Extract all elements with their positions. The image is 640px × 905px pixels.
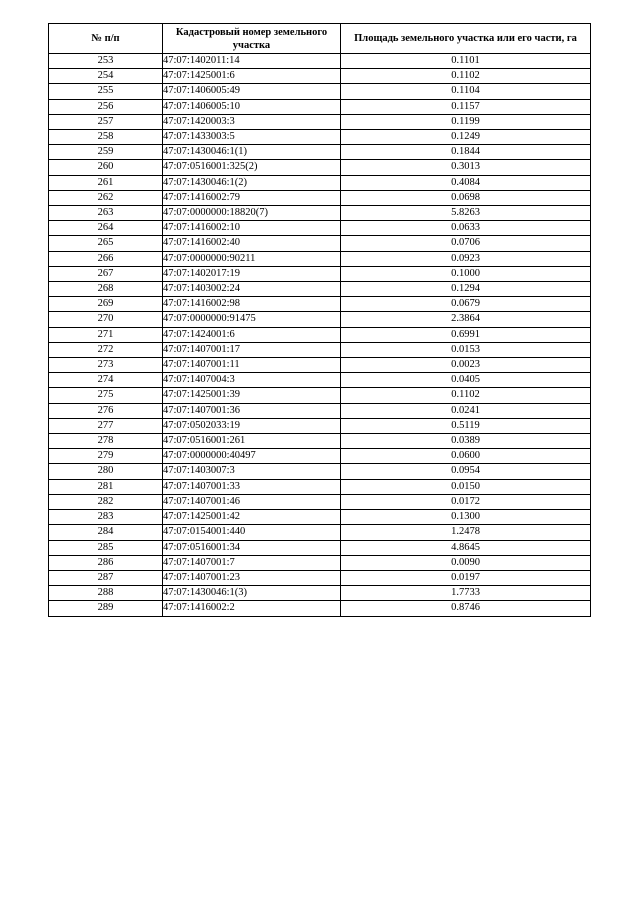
row-number: 283 (49, 510, 163, 525)
parcel-area: 0.1844 (341, 145, 591, 160)
row-number: 265 (49, 236, 163, 251)
parcel-area: 0.1249 (341, 130, 591, 145)
row-number: 280 (49, 464, 163, 479)
cadastral-number: 47:07:1406005:49 (163, 84, 341, 99)
table-row (49, 99, 591, 114)
parcel-area: 0.1199 (341, 114, 591, 129)
row-number: 269 (49, 297, 163, 312)
cadastral-number: 47:07:1407001:46 (163, 494, 341, 509)
cadastral-number: 47:07:0000000:18820(7) (163, 206, 341, 221)
cadastral-number: 47:07:1420003:3 (163, 114, 341, 129)
cadastral-number: 47:07:1416002:10 (163, 221, 341, 236)
parcel-area: 0.1104 (341, 84, 591, 99)
cadastral-number: 47:07:1425001:39 (163, 388, 341, 403)
row-number: 263 (49, 206, 163, 221)
cadastral-number: 47:07:1430046:1(1) (163, 145, 341, 160)
cadastral-number: 47:07:1416002:98 (163, 297, 341, 312)
row-number: 281 (49, 479, 163, 494)
cadastral-number: 47:07:1433003:5 (163, 130, 341, 145)
parcel-area: 0.1000 (341, 266, 591, 281)
parcel-area: 0.0600 (341, 449, 591, 464)
parcel-area: 0.1101 (341, 54, 591, 69)
row-number: 267 (49, 266, 163, 281)
row-number: 277 (49, 418, 163, 433)
table-row (49, 464, 591, 479)
row-number: 261 (49, 175, 163, 190)
table-row (49, 327, 591, 342)
parcel-area: 5.8263 (341, 206, 591, 221)
table-row (49, 479, 591, 494)
row-number: 272 (49, 342, 163, 357)
parcel-area: 0.0679 (341, 297, 591, 312)
parcel-area: 0.0954 (341, 464, 591, 479)
cadastral-number: 47:07:1407004:3 (163, 373, 341, 388)
table-row (49, 206, 591, 221)
row-number: 260 (49, 160, 163, 175)
row-number: 256 (49, 99, 163, 114)
table-row (49, 114, 591, 129)
table-row (49, 54, 591, 69)
table-row (49, 570, 591, 585)
table-row (49, 130, 591, 145)
parcel-area: 0.0172 (341, 494, 591, 509)
table-row (49, 145, 591, 160)
parcel-area: 1.7733 (341, 586, 591, 601)
row-number: 282 (49, 494, 163, 509)
table-row (49, 373, 591, 388)
row-number: 286 (49, 555, 163, 570)
header-number: № п/п (49, 24, 163, 54)
parcel-area: 0.1102 (341, 388, 591, 403)
row-number: 271 (49, 327, 163, 342)
cadastral-number: 47:07:1402017:19 (163, 266, 341, 281)
parcel-area: 0.1300 (341, 510, 591, 525)
row-number: 258 (49, 130, 163, 145)
header-area: Площадь земельного участка или его части, га (341, 24, 591, 54)
row-number: 273 (49, 358, 163, 373)
table-row (49, 342, 591, 357)
table-row (49, 358, 591, 373)
table-row (49, 251, 591, 266)
row-number: 278 (49, 434, 163, 449)
parcel-area: 0.0633 (341, 221, 591, 236)
parcel-area: 0.0090 (341, 555, 591, 570)
parcel-area: 0.1157 (341, 99, 591, 114)
table-header (49, 24, 591, 54)
parcel-area: 0.4084 (341, 175, 591, 190)
cadastral-number: 47:07:1407001:17 (163, 342, 341, 357)
table-row (49, 510, 591, 525)
table-row (49, 190, 591, 205)
row-number: 254 (49, 69, 163, 84)
table-row (49, 434, 591, 449)
row-number: 275 (49, 388, 163, 403)
parcel-area: 0.0698 (341, 190, 591, 205)
cadastral-number: 47:07:1407001:11 (163, 358, 341, 373)
cadastral-number: 47:07:1407001:36 (163, 403, 341, 418)
table-row (49, 418, 591, 433)
cadastral-number: 47:07:0000000:40497 (163, 449, 341, 464)
cadastral-number: 47:07:0154001:440 (163, 525, 341, 540)
table-row (49, 297, 591, 312)
parcel-area: 0.0241 (341, 403, 591, 418)
cadastral-number: 47:07:1425001:42 (163, 510, 341, 525)
cadastral-number: 47:07:0000000:91475 (163, 312, 341, 327)
cadastral-number: 47:07:1407001:23 (163, 570, 341, 585)
parcel-area: 0.3013 (341, 160, 591, 175)
table-row (49, 388, 591, 403)
row-number: 262 (49, 190, 163, 205)
row-number: 266 (49, 251, 163, 266)
row-number: 253 (49, 54, 163, 69)
table-row (49, 84, 591, 99)
parcel-area: 0.0405 (341, 373, 591, 388)
parcel-area: 0.8746 (341, 601, 591, 616)
parcel-area: 0.0389 (341, 434, 591, 449)
cadastral-number: 47:07:1407001:33 (163, 479, 341, 494)
cadastral-number: 47:07:0516001:34 (163, 540, 341, 555)
table-row (49, 282, 591, 297)
table-row (49, 525, 591, 540)
table-row (49, 160, 591, 175)
parcel-area: 0.0023 (341, 358, 591, 373)
table-row (49, 266, 591, 281)
cadastral-number: 47:07:0516001:325(2) (163, 160, 341, 175)
cadastral-number: 47:07:0502033:19 (163, 418, 341, 433)
table-body (49, 54, 591, 617)
parcel-area: 0.0197 (341, 570, 591, 585)
row-number: 255 (49, 84, 163, 99)
cadastral-number: 47:07:1403002:24 (163, 282, 341, 297)
cadastral-number: 47:07:1406005:10 (163, 99, 341, 114)
row-number: 270 (49, 312, 163, 327)
header-row (49, 24, 591, 54)
parcel-area: 0.0706 (341, 236, 591, 251)
cadastral-number: 47:07:1425001:6 (163, 69, 341, 84)
parcel-area: 4.8645 (341, 540, 591, 555)
cadastral-number: 47:07:1430046:1(2) (163, 175, 341, 190)
row-number: 259 (49, 145, 163, 160)
table-row (49, 494, 591, 509)
row-number: 289 (49, 601, 163, 616)
header-cadastral-number: Кадастровый номер земельного участка (163, 24, 341, 54)
table-row (49, 312, 591, 327)
table-row (49, 601, 591, 616)
table-row (49, 449, 591, 464)
parcel-area: 0.5119 (341, 418, 591, 433)
row-number: 287 (49, 570, 163, 585)
row-number: 276 (49, 403, 163, 418)
row-number: 288 (49, 586, 163, 601)
parcel-area: 0.0150 (341, 479, 591, 494)
cadastral-number: 47:07:1416002:79 (163, 190, 341, 205)
row-number: 264 (49, 221, 163, 236)
row-number: 268 (49, 282, 163, 297)
parcel-area: 0.0923 (341, 251, 591, 266)
row-number: 257 (49, 114, 163, 129)
table-row (49, 175, 591, 190)
cadastral-number: 47:07:1430046:1(3) (163, 586, 341, 601)
table-row (49, 236, 591, 251)
row-number: 285 (49, 540, 163, 555)
parcel-area: 1.2478 (341, 525, 591, 540)
cadastral-number: 47:07:1403007:3 (163, 464, 341, 479)
cadastral-number: 47:07:0000000:90211 (163, 251, 341, 266)
cadastral-number: 47:07:0516001:261 (163, 434, 341, 449)
parcel-area: 0.1102 (341, 69, 591, 84)
row-number: 284 (49, 525, 163, 540)
parcel-area: 0.1294 (341, 282, 591, 297)
table-row (49, 403, 591, 418)
parcel-area: 0.6991 (341, 327, 591, 342)
table-row (49, 69, 591, 84)
table-row (49, 555, 591, 570)
parcel-area: 2.3864 (341, 312, 591, 327)
cadastral-number: 47:07:1424001:6 (163, 327, 341, 342)
row-number: 279 (49, 449, 163, 464)
cadastral-number: 47:07:1402011:14 (163, 54, 341, 69)
row-number: 274 (49, 373, 163, 388)
cadastral-number: 47:07:1416002:2 (163, 601, 341, 616)
cadastral-number: 47:07:1416002:40 (163, 236, 341, 251)
land-parcels-table (48, 23, 591, 617)
table-row (49, 586, 591, 601)
table-row (49, 221, 591, 236)
cadastral-number: 47:07:1407001:7 (163, 555, 341, 570)
table-row (49, 540, 591, 555)
parcel-area: 0.0153 (341, 342, 591, 357)
